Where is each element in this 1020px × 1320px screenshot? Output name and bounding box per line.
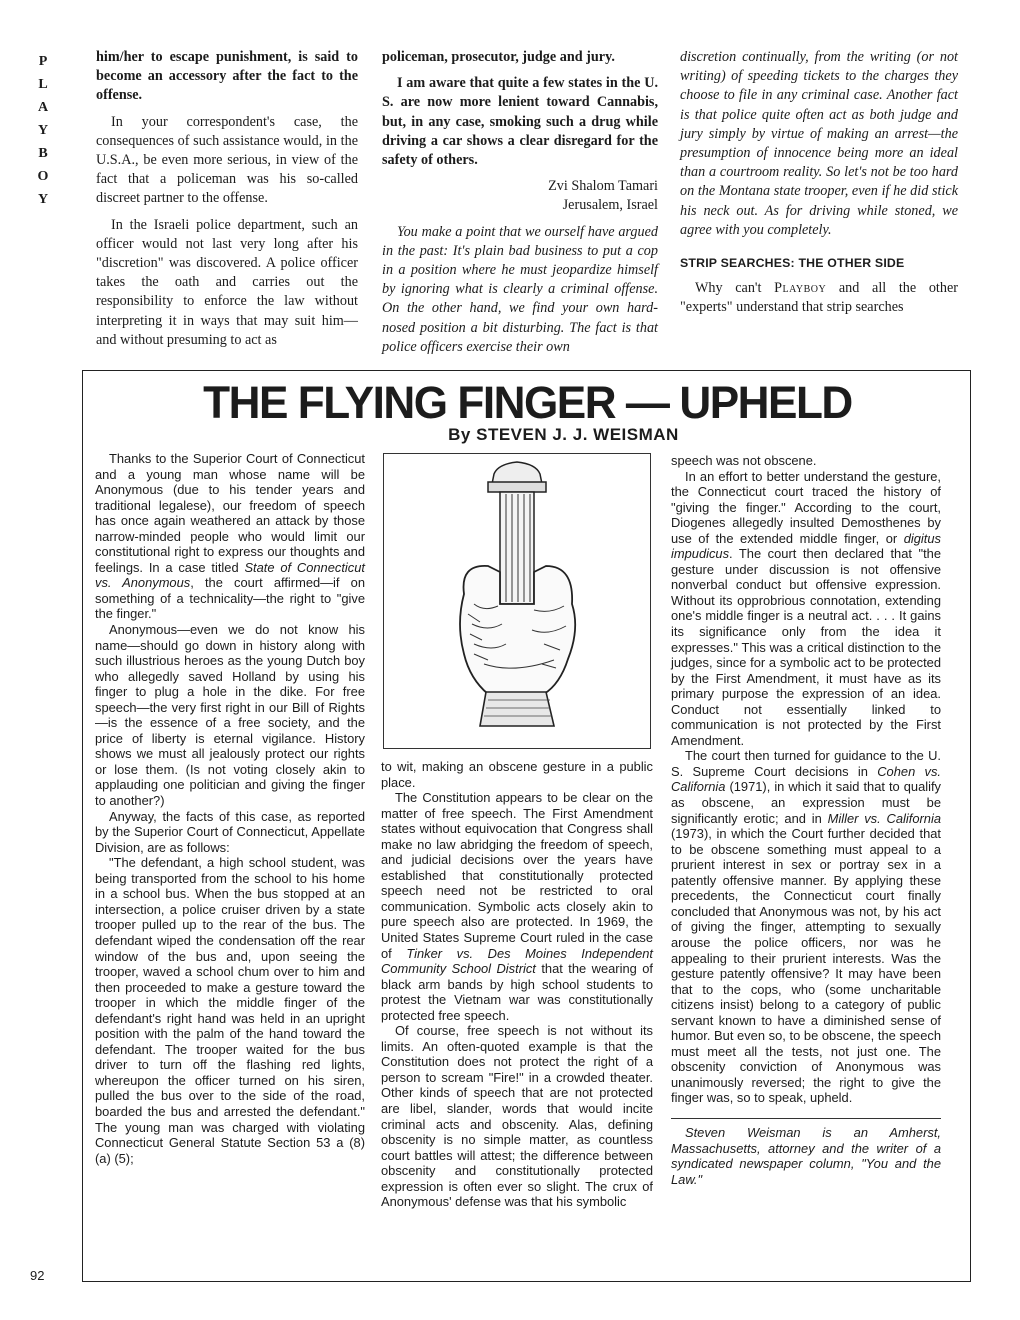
article-text: to wit, making an obscene gesture in a public place.: [381, 759, 653, 790]
side-label-letter: O: [37, 169, 49, 184]
letters-column-1: [96, 48, 358, 357]
article-text: Of course, free speech is not without its limits. An often-quoted example is that the Constitution does not protect the right of a person to scream "Fire!" in a crowded theater. Other kinds of speech that are not protected are libel, slander, words that would incite criminal acts and obscenity. Alas, defining obscenity is no simple matter, as countless court battles will attest; the difference between obscenity and constitutionally protected expression is often ever so slight. The crux of Anonymous' defense was that his symbolic: [381, 1023, 653, 1210]
case-title: State of Connecticut vs. Anonymous: [95, 559, 365, 591]
letter-paragraph: In the Israeli police department, such an officer would not last very long after his "discretion" was discovered. A police officer takes the oath and carries out the responsibility to enforce the law without interpreting it in ways that may suit him—and without presuming to act as: [96, 216, 358, 348]
case-title: digitus impudicus: [671, 530, 941, 562]
magazine-side-label: [28, 50, 58, 211]
article-text: , the court affirmed—if on something of a technicality—the right to "give the finger.": [95, 575, 365, 622]
middle-finger-fist-icon: [384, 454, 650, 748]
side-label-letter: L: [38, 77, 48, 92]
article-box: [82, 370, 971, 1282]
article-paragraph: [671, 748, 941, 1106]
magazine-name-inline: Playboy: [774, 280, 827, 297]
letters-column-3: [680, 48, 958, 325]
side-label-letter: P: [38, 54, 48, 69]
letters-column-2: [382, 48, 658, 364]
article-byline: By STEVEN J. J. WEISMAN: [448, 425, 679, 444]
editor-reply: You make a point that we ourself have argued in the past: It's plain bad business to put a cop in a position where he must jeopardize himself by ignoring what is clearly a criminal offense. On the other hand, we find your own hard-nosed position a bit disturbing. The fact is that police officers exercise their own: [382, 223, 658, 355]
article-text: The Constitution appears to be clear on the matter of free speech. The First Amendment states without equivocation that Congress shall make no law abridging the freedom of speech, and judicial decisions over the years have established that constitutionally protected speech need not be restricted to oral communication. Symbolic acts closely akin to pure speech also are protected. In 1969, the United States Supreme Court ruled in the case of: [381, 790, 653, 961]
article-text: (1973), in which the Court further decided that to be obscene something must appeal to a prurient interest in sex or portray sex in a patently offensive manner. By applying these precedents, the Connecticut court finally concluded that Anonymous was not, by his act of giving the finger, attempting to sexually arouse the police officers, nor was he appealing to their prurient interests. Was the gesture patently offensive? It may have been that to the cops, who (some uncharitable citizens insist) belong to a category of public servant known to have a diminished sense of humor. But even so, to be obscene, the speech must meet all the tests, not just one. The obscenity conviction of Anonymous was unanimously reversed; the right to give the finger was, so to speak, upheld.: [671, 826, 941, 1106]
article-text: In an effort to better understand the gesture, the Connecticut court traced the history of "giving the finger." According to the court, Diogenes allegedly insulted Demosthenes by use of the extended middle finger, or: [671, 468, 941, 546]
letter-paragraph: In your correspondent's case, the consequences of such assistance would, in the U.S.A., be even more serious, in view of the fact that a policeman was his so-called discreet partner to the offense.: [96, 113, 358, 207]
article-column-2: [381, 759, 653, 1210]
article-text: The court then turned for guidance to the U. S. Supreme Court decisions in: [671, 748, 941, 779]
article-text: that the wearing of black arm bands by high school students to protest the Vietnam war was constitutionally protected free speech.: [381, 961, 653, 1023]
article-text: Thanks to the Superior Court of Connecticut and a young man whose name will be Anonymous (due to his tender years and traditional legalese), our freedom of speech has once again weathered an attack by those narrow-minded people who would limit our constitutional right to express our thoughts and feelings. In a case titled: [95, 451, 365, 575]
article-text: "The defendant, a high school student, was being transported from the school to his home in a school bus. When the bus stopped at an intersection, a police cruiser driven by a state trooper pulled up to the rear of the bus. The defendant wiped the condensation off the rear window of the bus and, upon seeing the trooper, waved a school chum over to him and then proceeded to make a gesture toward the trooper in which the middle finger of the defendant's right hand was held in an upright position with the palm of the hand toward the defendant. The trooper waited for the bus driver to turn off the flashing red lights, whereupon the officer turned on his siren, pulled the bus over to the side of the road, boarded the bus and arrested the defendant." The young man was charged with violating Connecticut General Statute Section 53 a (8) (a) (5);: [95, 855, 365, 1166]
letter-paragraph: [680, 279, 958, 317]
article-paragraph: [381, 1023, 653, 1210]
letter-text: Why can't: [695, 280, 775, 297]
article-text: . The court then declared that "the gesture under discussion is not offensive nonverbal conduct but offensive expression. Without its opprobrious connotation, extending one's middle finger is a neutral act. . . . It gains its significance only from the idea it expresses." This was a critical distinction to the judges, since for a symbolic act to be protected by the First Amendment, it must have as its primary purpose the expression of an idea. Conduct not essentially linked to communication is not protected by the First Amendment.: [671, 546, 941, 748]
author-bio: Steven Weisman is an Amherst, Massachusetts, attorney and the writer of a syndicated newspaper column, "You and the Law.": [671, 1118, 941, 1187]
fist-illustration: [383, 453, 651, 749]
side-label-letter: A: [37, 100, 49, 115]
letter-signature-name: Zvi Shalom Tamari: [548, 178, 658, 195]
article-text: Anyway, the facts of this case, as reported by the Superior Court of Connecticut, Appellate Division, are as follows:: [95, 808, 365, 855]
side-label-letter: Y: [37, 123, 49, 138]
letter-paragraph: policeman, prosecutor, judge and jury.: [382, 49, 615, 65]
section-heading: STRIP SEARCHES: THE OTHER SIDE: [680, 256, 905, 271]
letter-paragraph: I am aware that quite a few states in the U. S. are now more lenient toward Cannabis, but, in any case, smoking such a drug while driving a car shows a clear disregard for the safety of others.: [382, 75, 658, 169]
case-title: Miller vs. California: [827, 810, 941, 826]
letter-paragraph: him/her to escape punishment, is said to become an accessory after the fact to the offense.: [96, 49, 358, 104]
article-headline: THE FLYING FINGER — UPHELD: [203, 377, 852, 428]
article-paragraph: [95, 809, 365, 856]
side-label-letter: Y: [37, 192, 49, 207]
side-label-letter: B: [38, 146, 48, 161]
article-paragraph: [671, 469, 941, 749]
case-title: Cohen vs. California: [671, 763, 942, 795]
article-text: (1971), in which it said that to qualify as obscene, an expression must be significantly erotic; and in: [671, 779, 941, 826]
article-paragraph: [95, 855, 365, 1166]
article-text: Anonymous—even we do not know his name—should go down in history along with such illustrious heroes as the young Dutch boy who allegedly saved Holland by using his finger to plug a hole in the dike. For free speech—the very first right in our Bill of Rights—is the essence of a free society, and the price of liberty is eternal vigilance. History shows we must all jealously protect our rights or lose them. (Is not voting closely akin to applauding one politician and giving the finger to another?): [95, 622, 365, 809]
letter-signature-place: Jerusalem, Israel: [562, 197, 658, 214]
article-paragraph: [381, 790, 653, 1023]
letter-text: and all the other "experts" understand that strip searches: [680, 280, 958, 316]
article-text: speech was not obscene.: [671, 453, 817, 468]
article-paragraph: [95, 622, 365, 809]
article-paragraph: [671, 453, 941, 469]
article-paragraph: [381, 759, 653, 790]
page-number: 92: [30, 1268, 45, 1283]
case-title: Tinker vs. Des Moines Independent Community School District: [381, 945, 653, 977]
article-paragraph: [95, 451, 365, 622]
editor-reply-continued: discretion continually, from the writing (or not writing) of speeding tickets to the charges they choose to file in any criminal case. Another fact is that police quite often act as both judge and jury simply by virtue of making an arrest—the presumption of innocence being more an ideal than a courtroom reality. So let's not be too hard on the Montana state trooper, even if he did stick his neck out. As for driving while stoned, we agree with you completely.: [680, 49, 958, 238]
article-column-1: [95, 451, 365, 1166]
article-column-3: [671, 453, 941, 1187]
